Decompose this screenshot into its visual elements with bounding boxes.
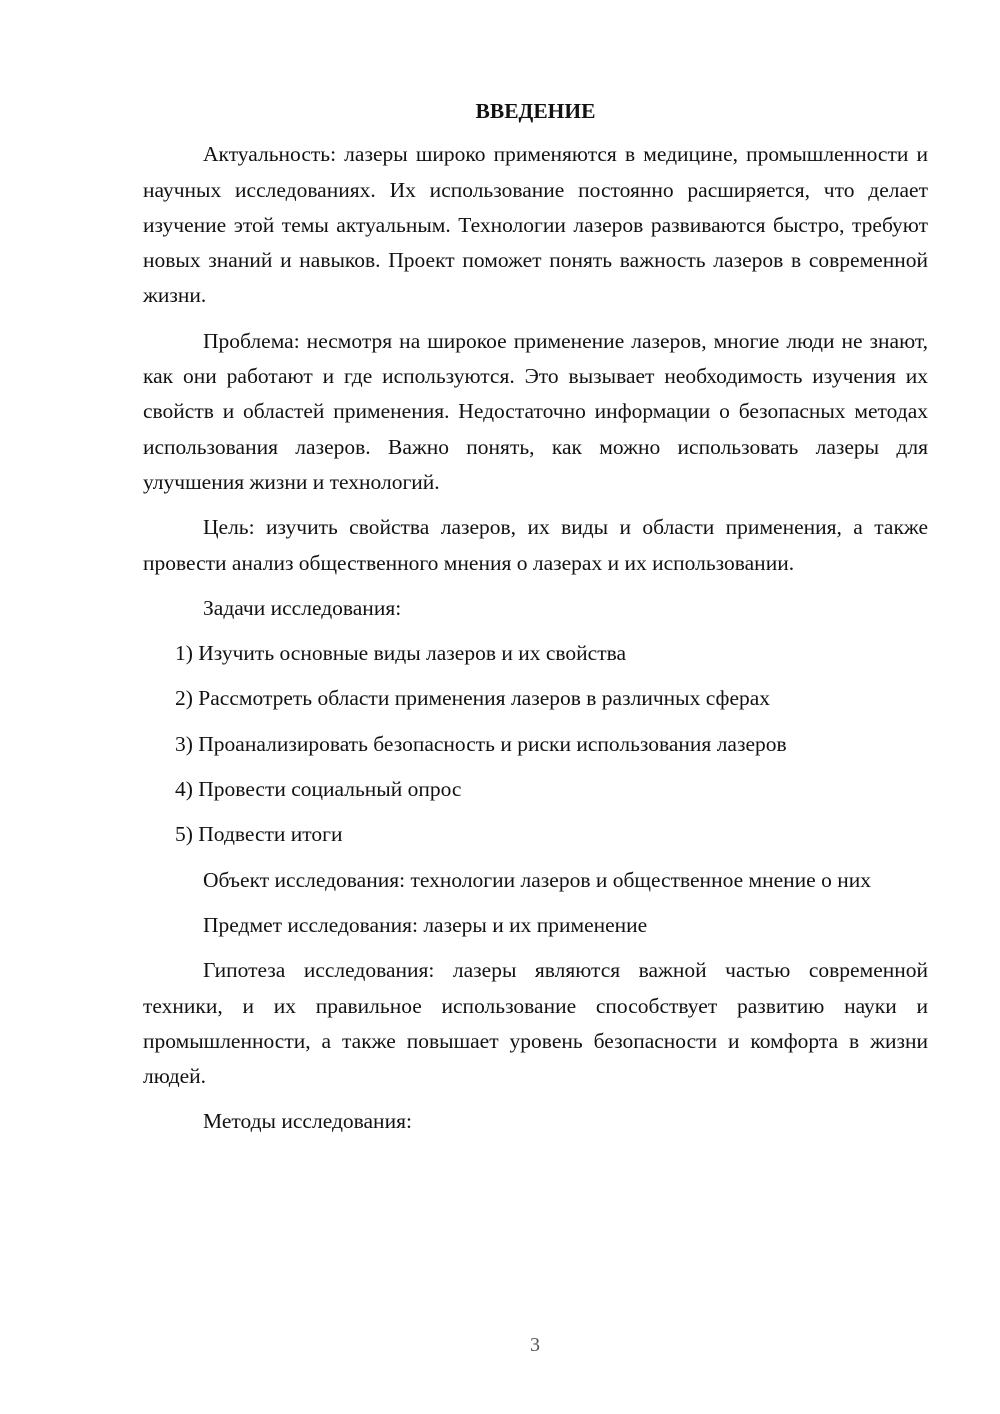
task-item: 3) Проанализировать безопасность и риски использования лазеров <box>175 731 787 756</box>
tasks-list <box>143 636 928 852</box>
tasks-heading: Задачи исследования: <box>203 595 402 620</box>
subject-paragraph: Предмет исследования: лазеры и их применение <box>203 912 648 937</box>
page-number: 3 <box>530 1334 540 1356</box>
relevance-paragraph: Актуальность: лазеры широко применяются в медицине, промышленности и научных исследованиях. Их использование постоянно расширяется, что делает изучение этой темы актуальным. Технологии лазеров развиваются быстро, требуют новых знаний и навыков. Проект поможет понять важность лазеров в современной жизни. <box>143 142 928 308</box>
goal-paragraph: Цель: изучить свойства лазеров, их виды и области применения, а также провести анализ общественного мнения о лазерах и их использовании. <box>143 515 928 575</box>
problem-paragraph: Проблема: несмотря на широкое применение лазеров, многие люди не знают, как они работают и где используются. Это вызывает необходимость изучения их свойств и областей применения. Недостаточно информации о безопасных методах использования лазеров. Важно понять, как можно использовать лазеры для улучшения жизни и технологий. <box>143 328 928 494</box>
methods-heading: Методы исследования: <box>203 1109 412 1134</box>
task-item: 2) Рассмотреть области применения лазеров в различных сферах <box>175 686 771 711</box>
page-title: ВВЕДЕНИЕ <box>475 99 596 123</box>
task-item: 5) Подвести итоги <box>175 822 343 847</box>
task-item: 1) Изучить основные виды лазеров и их свойства <box>175 641 627 666</box>
hypothesis-paragraph: Гипотеза исследования: лазеры являются важной частью современной техники, и их правильное использование способствует развитию науки и промышленности, а также повышает уровень безопасности и комфорта в жизни людей. <box>143 958 928 1089</box>
object-paragraph: Объект исследования: технологии лазеров и общественное мнение о них <box>203 867 871 892</box>
page-content <box>143 94 928 1150</box>
task-item: 4) Провести социальный опрос <box>175 777 462 802</box>
